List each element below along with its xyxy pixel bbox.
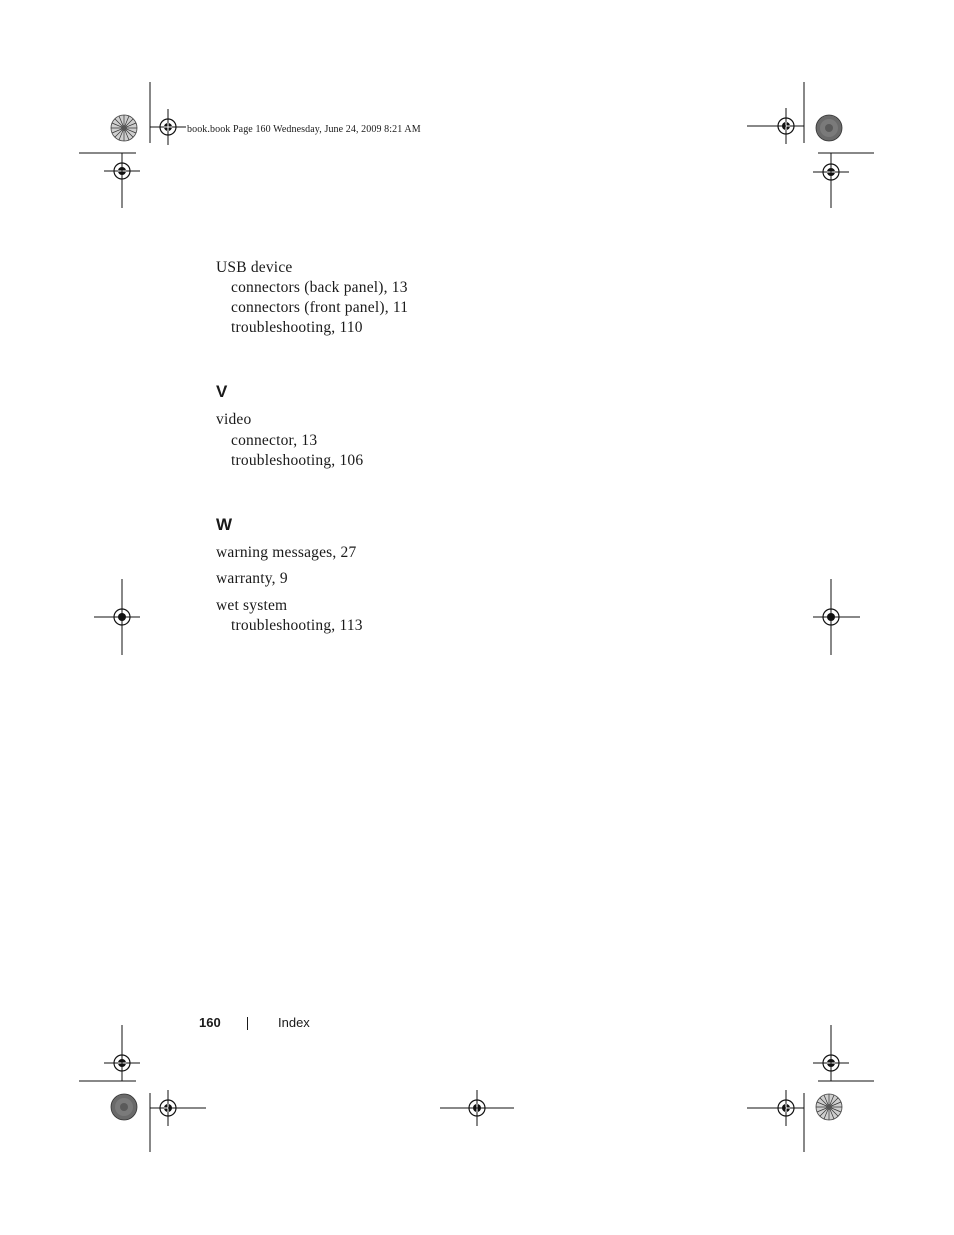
starburst-icon bbox=[111, 115, 137, 141]
footer-divider bbox=[247, 1017, 248, 1030]
print-slug: book.book Page 160 Wednesday, June 24, 2009 8:21 AM bbox=[187, 124, 421, 135]
index-entry-wet-system: wet system bbox=[216, 597, 288, 614]
starburst-icon bbox=[816, 115, 842, 141]
starburst-icon bbox=[816, 1094, 842, 1120]
index-subentry: troubleshooting, 110 bbox=[231, 319, 363, 336]
page-number: 160 bbox=[199, 1015, 221, 1030]
index-letter-heading-w: W bbox=[216, 515, 233, 534]
index-subentry: connector, 13 bbox=[231, 432, 318, 449]
index-entry-warranty: warranty, 9 bbox=[216, 570, 288, 587]
index-subentry: troubleshooting, 106 bbox=[231, 452, 364, 469]
index-subentry: connectors (front panel), 11 bbox=[231, 299, 409, 316]
registration-target-icon bbox=[150, 109, 186, 145]
footer-section-label: Index bbox=[278, 1015, 310, 1030]
index-subentry: connectors (back panel), 13 bbox=[231, 279, 408, 296]
index-entry-video: video bbox=[216, 411, 252, 428]
index-entry-usb-device: USB device bbox=[216, 259, 293, 276]
index-subentry: troubleshooting, 113 bbox=[231, 617, 363, 634]
starburst-icon bbox=[111, 1094, 137, 1120]
index-entry-warning-messages: warning messages, 27 bbox=[216, 544, 357, 561]
index-letter-heading-v: V bbox=[216, 382, 228, 401]
